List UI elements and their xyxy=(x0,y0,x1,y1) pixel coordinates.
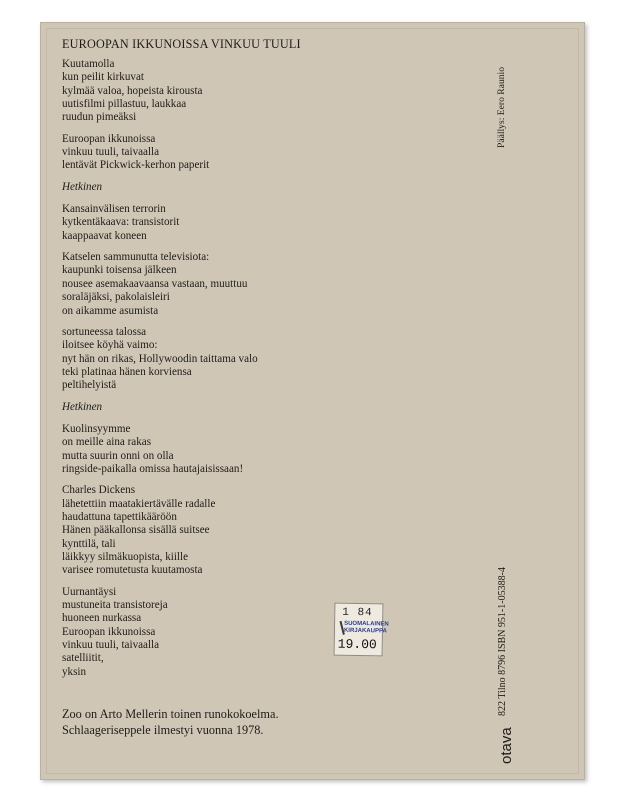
poem-line: satelliitit, xyxy=(62,652,104,665)
poem-line: huoneen nurkassa xyxy=(62,612,142,625)
poem-line: nyt hän on rikas, Hollywoodin taittama valo xyxy=(62,352,258,365)
poem-line: vinkuu tuuli, taivaalla xyxy=(62,146,160,159)
stanza xyxy=(62,423,462,476)
poem-line: Euroopan ikkunoissa xyxy=(62,625,156,638)
poem-line: kaupunki toisensa jälkeen xyxy=(62,264,177,277)
poem-line: ringside-paikalla omissa hautajaisissaan! xyxy=(62,462,244,475)
poem-line: on meille aina rakas xyxy=(62,436,152,449)
poem-line: Kuutamolla xyxy=(62,58,115,70)
blurb-line: Zoo on Arto Mellerin toinen runokokoelma. xyxy=(62,707,279,721)
poem-line: Euroopan ikkunoissa xyxy=(62,132,156,145)
stanza xyxy=(62,484,462,577)
publisher-logo: otava xyxy=(498,727,515,764)
poem-line: lentävät Pickwick-kerhon paperit xyxy=(62,159,210,172)
poem-line: peltihelyistä xyxy=(62,379,117,392)
poem-line: Hänen pääkallonsa sisällä suitsee xyxy=(62,524,210,537)
poem-line: läikkyy silmäkuopista, kiille xyxy=(62,551,189,563)
stanza xyxy=(62,133,462,173)
shop-name-line: KIRJAKAUPPA xyxy=(343,627,387,634)
poem-line: on aikamme asumista xyxy=(62,304,159,317)
shop-name xyxy=(343,620,389,635)
poem-line: lähetettiin maatakiertävälle radalle xyxy=(62,497,216,510)
poem-body xyxy=(62,58,462,687)
stanza xyxy=(62,203,462,243)
stanza xyxy=(62,326,462,393)
poem-line: Uurnantäysi xyxy=(62,585,117,598)
isbn-line: 822 Tilno 8796 ISBN 951-1-05388-4 xyxy=(497,567,508,716)
refrain: Hetkinen xyxy=(62,400,103,413)
poem-line: teki platinaa hänen korviensa xyxy=(62,365,192,378)
poem-line: mutta suurin onni on olla xyxy=(62,449,174,462)
cover-credit: Päällys: Eero Raunio xyxy=(496,67,507,148)
poem-line: Katselen sammunutta televisiota: xyxy=(62,251,210,264)
poem-line: varisee romutetusta kuutamosta xyxy=(62,564,203,577)
poem-line: yksin xyxy=(62,665,87,678)
poem-line: sortuneessa talossa xyxy=(62,325,147,338)
poem-line: uutisfilmi pillastuu, laukkaa xyxy=(62,98,187,111)
poem-line: kynttilä, tali xyxy=(62,537,116,550)
poem-line: Kansainvälisen terrorin xyxy=(62,203,166,216)
poem-line: vinkuu tuuli, taivaalla xyxy=(62,639,160,652)
poem-line: Charles Dickens xyxy=(62,484,136,497)
poem-line: nousee asemakaavaansa vastaan, muuttuu xyxy=(62,277,248,290)
shop-name-line: SUOMALAINEN xyxy=(344,620,389,628)
poem-line: kaappaavat koneen xyxy=(62,229,147,242)
stanza xyxy=(62,251,462,318)
poem-line: mustuneita transistoreja xyxy=(62,599,168,612)
poem-line: Kuolinsyymme xyxy=(62,422,131,435)
poem-line: kylmää valoa, hopeista kiroustа xyxy=(62,84,203,97)
poem-line: ruudun pimeäksi xyxy=(62,111,137,124)
stanza xyxy=(62,586,462,679)
poem-line: haudattuna tapettikääröön xyxy=(62,510,177,523)
poem-line: kytkentäkaava: transistorit xyxy=(62,216,180,229)
poem-line: kun peilit kirkuvat xyxy=(62,71,144,84)
poem-title: EUROOPAN IKKUNOISSA VINKUU TUULI xyxy=(62,37,301,51)
price: 19.00 xyxy=(337,636,377,653)
sticker-code: 1 84 xyxy=(342,606,373,620)
poem-line: soraläjäksi, pakolaisleiri xyxy=(62,291,170,304)
poem-line: iloitsee köyhä vaimo: xyxy=(62,339,158,352)
blurb-line: Schlaageriseppele ilmestyi vuonna 1978. xyxy=(62,722,264,737)
stanza xyxy=(62,58,462,125)
blurb xyxy=(62,707,462,738)
refrain: Hetkinen xyxy=(62,180,103,193)
price-sticker xyxy=(334,603,389,657)
